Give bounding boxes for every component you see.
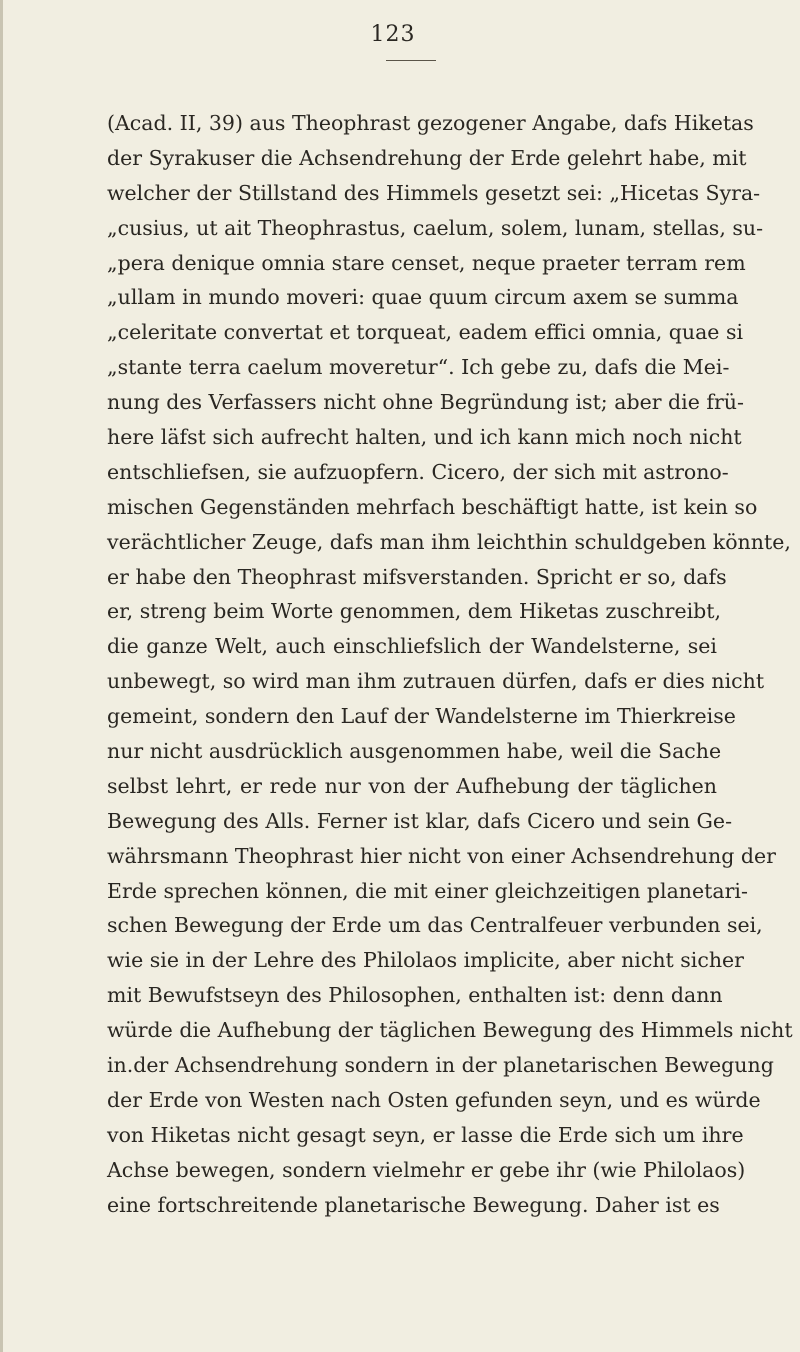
text-line: verächtlicher Zeuge, dafs man ihm leichthin schuldgeben könnte, xyxy=(107,529,791,554)
text-line: „celeritate convertat et torqueat, eadem effici omnia, quae si xyxy=(107,320,744,345)
text-line: der Erde von Westen nach Osten gefunden seyn, und es würde xyxy=(107,1087,761,1112)
text-line: Erde sprechen können, die mit einer gleichzeitigen planetari- xyxy=(107,878,748,903)
text-line: welcher der Stillstand des Himmels gesetzt sei: „Hicetas Syra- xyxy=(107,180,761,205)
text-line: Bewegung des Alls. Ferner ist klar, dafs Cicero und sein Ge- xyxy=(107,808,732,833)
body-text xyxy=(107,106,793,1223)
page-number-rule xyxy=(386,60,436,61)
text-line: wie sie in der Lehre des Philolaos implicite, aber nicht sicher xyxy=(107,948,744,973)
text-line: währsmann Theophrast hier nicht von einer Achsendrehung der xyxy=(107,843,776,868)
text-line: Achse bewegen, sondern vielmehr er gebe ihr (wie Philolaos) xyxy=(107,1157,746,1182)
page-number: 123 xyxy=(370,22,416,47)
text-line: mischen Gegenständen mehrfach beschäftigt hatte, ist kein so xyxy=(107,494,758,519)
text-line: würde die Aufhebung der täglichen Bewegung des Himmels nicht xyxy=(107,1018,793,1043)
text-line: selbst lehrt, er rede nur von der Aufhebung der täglichen xyxy=(107,773,717,798)
text-line: schen Bewegung der Erde um das Centralfeuer verbunden sei, xyxy=(107,913,763,938)
text-line: „ullam in mundo moveri: quae quum circum axem se summa xyxy=(107,285,739,310)
text-line: von Hiketas nicht gesagt seyn, er lasse die Erde sich um ihre xyxy=(107,1122,744,1147)
text-line: gemeint, sondern den Lauf der Wandelsterne im Thierkreise xyxy=(107,704,736,729)
text-line: „pera denique omnia stare censet, neque praeter terram rem xyxy=(107,250,746,275)
text-line: die ganze Welt, auch einschliefslich der Wandelsterne, sei xyxy=(107,634,717,659)
text-line: here läfst sich aufrecht halten, und ich kann mich noch nicht xyxy=(107,425,742,450)
text-line: mit Bewufstseyn des Philosophen, enthalten ist: denn dann xyxy=(107,983,723,1008)
text-line: er, streng beim Worte genommen, dem Hiketas zuschreibt, xyxy=(107,599,722,624)
text-line: nung des Verfassers nicht ohne Begründung ist; aber die frü- xyxy=(107,390,744,415)
text-line: in.der Achsendrehung sondern in der planetarischen Bewegung xyxy=(107,1053,774,1078)
page-edge xyxy=(0,0,3,1352)
text-line: „stante terra caelum moveretur“. Ich gebe zu, dafs die Mei- xyxy=(107,355,730,380)
text-line: entschliefsen, sie aufzuopfern. Cicero, der sich mit astrono- xyxy=(107,459,729,484)
text-line: eine fortschreitende planetarische Bewegung. Daher ist es xyxy=(107,1192,720,1217)
text-line: „cusius, ut ait Theophrastus, caelum, solem, lunam, stellas, su- xyxy=(107,215,764,240)
text-line: der Syrakuser die Achsendrehung der Erde gelehrt habe, mit xyxy=(107,145,747,170)
text-line: nur nicht ausdrücklich ausgenommen habe, weil die Sache xyxy=(107,739,722,764)
text-line: (Acad. II, 39) aus Theophrast gezogener Angabe, dafs Hiketas xyxy=(107,111,754,135)
text-line: er habe den Theophrast mifsverstanden. Spricht er so, dafs xyxy=(107,564,727,589)
text-line: unbewegt, so wird man ihm zutrauen dürfen, dafs er dies nicht xyxy=(107,669,765,694)
